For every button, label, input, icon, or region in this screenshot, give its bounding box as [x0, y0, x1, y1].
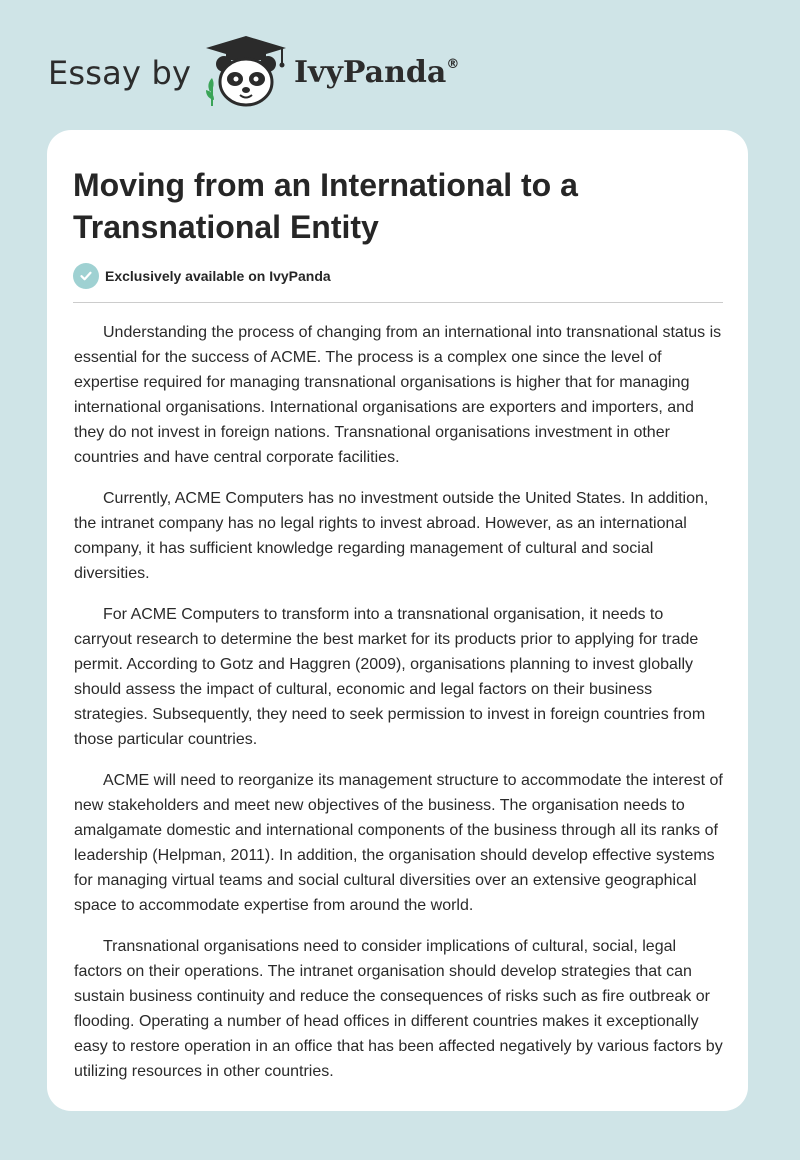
site-header — [48, 34, 508, 114]
exclusive-badge — [73, 263, 331, 289]
paragraph: For ACME Computers to transform into a transnational organisation, it needs to carryout research to determine the best market for its products prior to applying for trade permit. According to Gotz and Haggren (2009), organisations planning to invest globally should assess the impact of cultural, economic and legal factors on their business strategies. Subsequently, they need to seek permission to invest in foreign countries from those particular countries. — [74, 606, 706, 748]
paragraph: ACME will need to reorganize its management structure to accommodate the interest of new stakeholders and meet new objectives of the business. The organisation needs to amalgamate domestic and international components of the business through all its ranks of leadership (Helpman, 2011). In addition, the organisation should develop effective systems for managing virtual teams and social cultural diversities over an extensive geographical space to accommodate expertise from around the world. — [74, 772, 723, 914]
check-circle-icon — [73, 263, 99, 289]
divider — [73, 302, 723, 303]
paragraph: Understanding the process of changing from an international into transnational status is essential for the success of ACME. The process is a complex one since the level of expertise required for managing transnational organisations is higher that for managing international organisations. International organisations are exporters and importers, and they do not invest in foreign nations. Transnational organisations investment in other countries and have central corporate facilities. — [74, 324, 722, 466]
brand-name[interactable]: IvyPanda® — [294, 55, 460, 90]
panda-logo-icon — [202, 34, 290, 110]
essay-body — [74, 320, 724, 1100]
paragraph: Transnational organisations need to consider implications of cultural, social, legal factors on their operations. The intranet organisation should develop strategies that can sustain business continuity and reduce the consequences of risks such as fire outbreak or flooding. Operating a number of head offices in different countries makes it exceptionally easy to restore operation in an office that has been affected negatively by various factors by utilizing resources in other countries. — [74, 938, 723, 1080]
exclusive-label: Exclusively available on IvyPanda — [105, 268, 331, 284]
essay-by-label: Essay by — [48, 54, 192, 92]
page-title: Moving from an International to a Transnational Entity — [73, 167, 578, 245]
paragraph: Currently, ACME Computers has no investment outside the United States. In addition, the intranet company has no legal rights to invest abroad. However, as an international company, it has sufficient knowledge regarding management of cultural and social diversities. — [74, 490, 709, 582]
essay-card — [47, 130, 748, 1111]
